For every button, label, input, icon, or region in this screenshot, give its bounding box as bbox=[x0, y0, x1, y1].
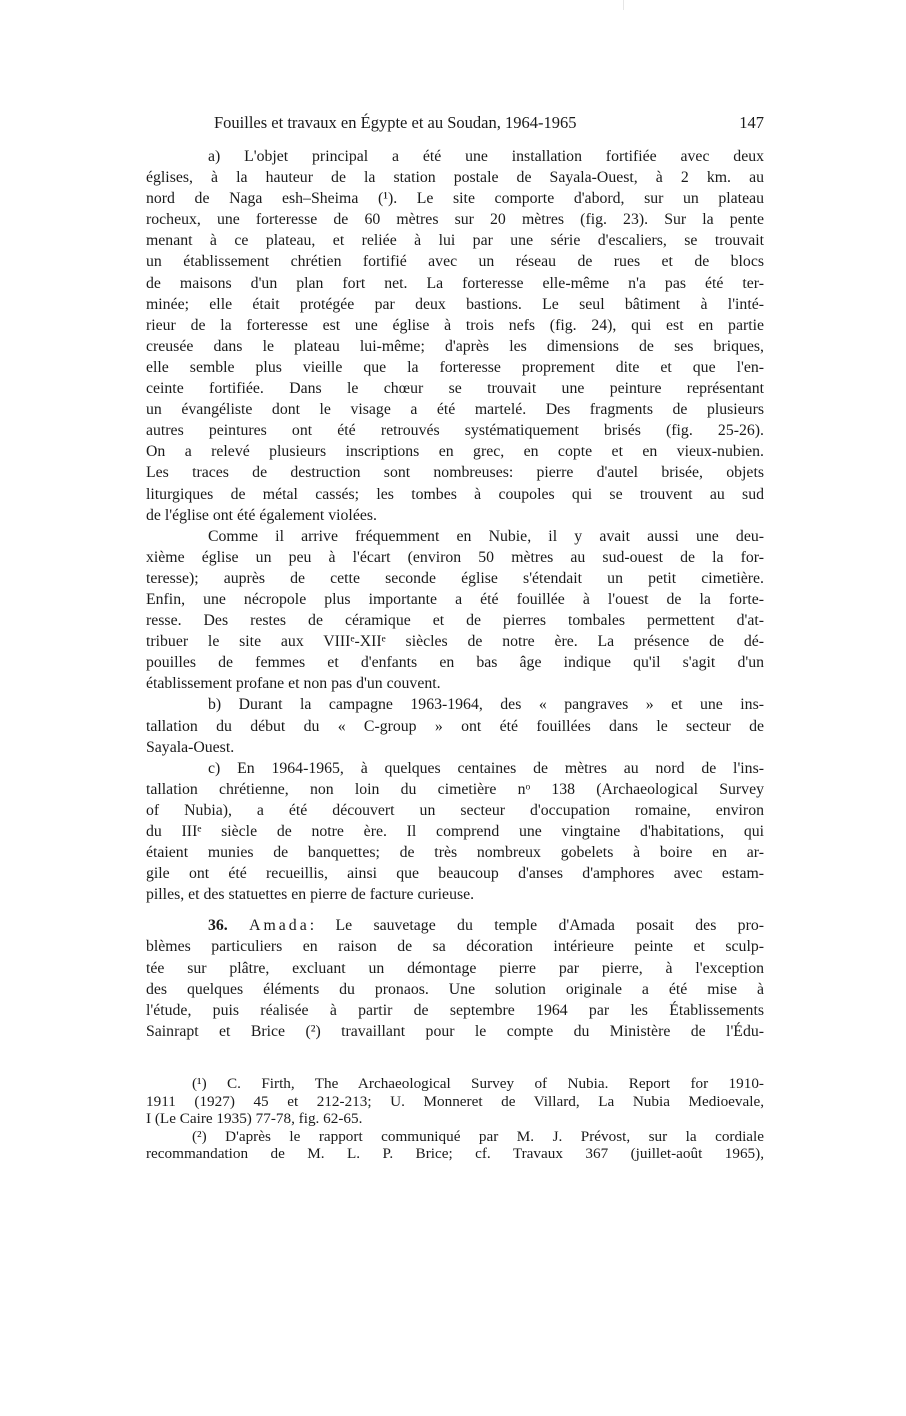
text-line: tée sur plâtre, excluant un démontage pierre par pierre, à l'exception bbox=[146, 959, 764, 977]
footnote-1-line: 1911 (1927) 45 et 212-213; U. Monneret de Villard, La Nubia Medioevale, bbox=[146, 1092, 764, 1110]
text-line: tribuer le site aux VIIIᵉ-XIIᵉ siècles de notre ère. La présence de dé- bbox=[146, 633, 764, 651]
text-line: a) L'objet principal a été une installation fortifiée avec deux bbox=[208, 148, 764, 165]
text-line: tallation du début du « C-group » ont été fouillées dans le secteur de bbox=[146, 717, 764, 735]
text-line: des quelques éléments du pronaos. Une solution originale a été mise à bbox=[146, 980, 764, 998]
section-gap bbox=[146, 905, 764, 915]
paragraph-nubie bbox=[146, 526, 764, 695]
text-line: pouilles de femmes et d'enfants en bas âge indique qu'il s'agit d'un bbox=[146, 654, 764, 672]
footnotes bbox=[146, 1075, 764, 1163]
text-line: étaient munies de banquettes; de très nombreux gobelets à boire en ar- bbox=[146, 844, 764, 862]
text-line: Enfin, une nécropole plus importante a été fouillée à l'ouest de la forte- bbox=[146, 590, 764, 608]
section-number: 36. bbox=[208, 917, 228, 935]
text-line: resse. Des restes de céramique et de pierres tombales permettent d'at- bbox=[146, 612, 764, 630]
text-line: teresse); auprès de cette seconde église s'étendait un petit cimetière. bbox=[146, 569, 764, 587]
section-site-name: Amada bbox=[249, 917, 310, 935]
text-line: autres peintures ont été retrouvés systématiquement brisés (fig. 25-26). bbox=[146, 422, 764, 440]
scan-mark bbox=[623, 0, 624, 10]
text-fragment: : Le sauvetage du temple d'Amada posait des pro- bbox=[309, 917, 764, 935]
text-line: nord de Naga esh–Sheima (¹). Le site comporte d'abord, sur un plateau bbox=[146, 190, 764, 208]
text-line: menant à ce plateau, et reliée à lui par une série d'escaliers, se trouvait bbox=[146, 232, 764, 250]
text-line: Sayala-Ouest. bbox=[146, 738, 235, 756]
text-line: pilles, et des statuettes en pierre de facture curieuse. bbox=[146, 886, 475, 904]
section-36-first-line bbox=[146, 915, 764, 936]
footnote-1-line: I (Le Caire 1935) 77-78, fig. 62-65. bbox=[146, 1110, 363, 1127]
text-line: de maisons d'un plan fort net. La forteresse elle-même n'a pas été ter- bbox=[146, 274, 764, 292]
text-line: un établissement chrétien fortifié avec un réseau de rues et de blocs bbox=[146, 253, 764, 271]
text-line: tallation chrétienne, non loin du cimetière nᵒ 138 (Archaeological Survey bbox=[146, 780, 764, 798]
text-line: Les traces de destruction sont nombreuses: pierre d'autel brisée, objets bbox=[146, 464, 764, 482]
paragraph-a bbox=[146, 146, 764, 526]
text-line: c) En 1964-1965, à quelques centaines de mètres au nord de l'ins- bbox=[208, 759, 764, 777]
paragraph-b bbox=[146, 694, 764, 757]
text-line: blèmes particuliers en raison de sa décoration intérieure peinte et sculp- bbox=[146, 938, 764, 956]
text-line: creusée dans le plateau lui-même; d'après les dimensions de ses briques, bbox=[146, 337, 764, 355]
text-line: elle semble plus vieille que la forteresse proprement dite et que l'en- bbox=[146, 358, 764, 376]
text-line: rieur de la forteresse est une église à trois nefs (fig. 24), qui est en partie bbox=[146, 316, 764, 334]
text-line: On a relevé plusieurs inscriptions en grec, en copte et en vieux-nubien. bbox=[146, 443, 764, 461]
running-header bbox=[214, 113, 764, 133]
section-36 bbox=[146, 915, 764, 1042]
page-number: 147 bbox=[739, 113, 764, 132]
text-line: Comme il arrive fréquemment en Nubie, il y avait aussi une deu- bbox=[208, 527, 764, 545]
text-line: xième église un peu à l'écart (environ 50 mètres au sud-ouest de la for- bbox=[146, 548, 764, 566]
text-line: un évangéliste dont le visage a été martelé. Des fragments de plusieurs bbox=[146, 401, 764, 419]
text-line: de l'église ont été également violées. bbox=[146, 506, 377, 524]
footnote-2-line: recommandation de M. L. P. Brice; cf. Travaux 367 (juillet-août 1965), bbox=[146, 1145, 764, 1162]
text-line: Sainrapt et Brice (²) travaillant pour le compte du Ministère de l'Édu- bbox=[146, 1022, 764, 1040]
text-line: b) Durant la campagne 1963-1964, des « pangraves » et une ins- bbox=[208, 696, 764, 714]
text-line: of Nubia), a été découvert un secteur d'occupation romaine, environ bbox=[146, 801, 764, 819]
footnote-1-line: (¹) C. Firth, The Archaeological Survey of Nubia. Report for 1910- bbox=[192, 1075, 764, 1092]
text-line: du IIIᵉ siècle de notre ère. Il comprend une vingtaine d'habitations, qui bbox=[146, 823, 764, 840]
paragraph-c bbox=[146, 758, 764, 906]
text-line: ceinte fortifiée. Dans le chœur se trouvait une peinture représentant bbox=[146, 380, 764, 398]
text-line: liturgiques de métal cassés; les tombes à coupoles qui se trouvent au sud bbox=[146, 485, 764, 503]
text-line: l'étude, puis réalisée à partir de septembre 1964 par les Établissements bbox=[146, 1001, 764, 1019]
main-text bbox=[146, 146, 764, 1042]
text-line: gile ont été recueillis, ainsi que beaucoup d'anses d'amphores avec estam- bbox=[146, 865, 764, 883]
text-line: rocheux, une forteresse de 60 mètres sur 20 mètres (fig. 23). Sur la pente bbox=[146, 211, 764, 229]
text-line: églises, à la hauteur de la station postale de Sayala-Ouest, à 2 km. au bbox=[146, 169, 764, 187]
running-title: Fouilles et travaux en Égypte et au Soudan, 1964-1965 bbox=[214, 113, 577, 132]
text-line: établissement profane et non pas d'un couvent. bbox=[146, 675, 441, 693]
footnote-2-line: (²) D'après le rapport communiqué par M. J. Prévost, sur la cordiale bbox=[192, 1127, 764, 1145]
text-line: minée; elle était protégée par deux bastions. Le seul bâtiment à l'inté- bbox=[146, 295, 764, 313]
